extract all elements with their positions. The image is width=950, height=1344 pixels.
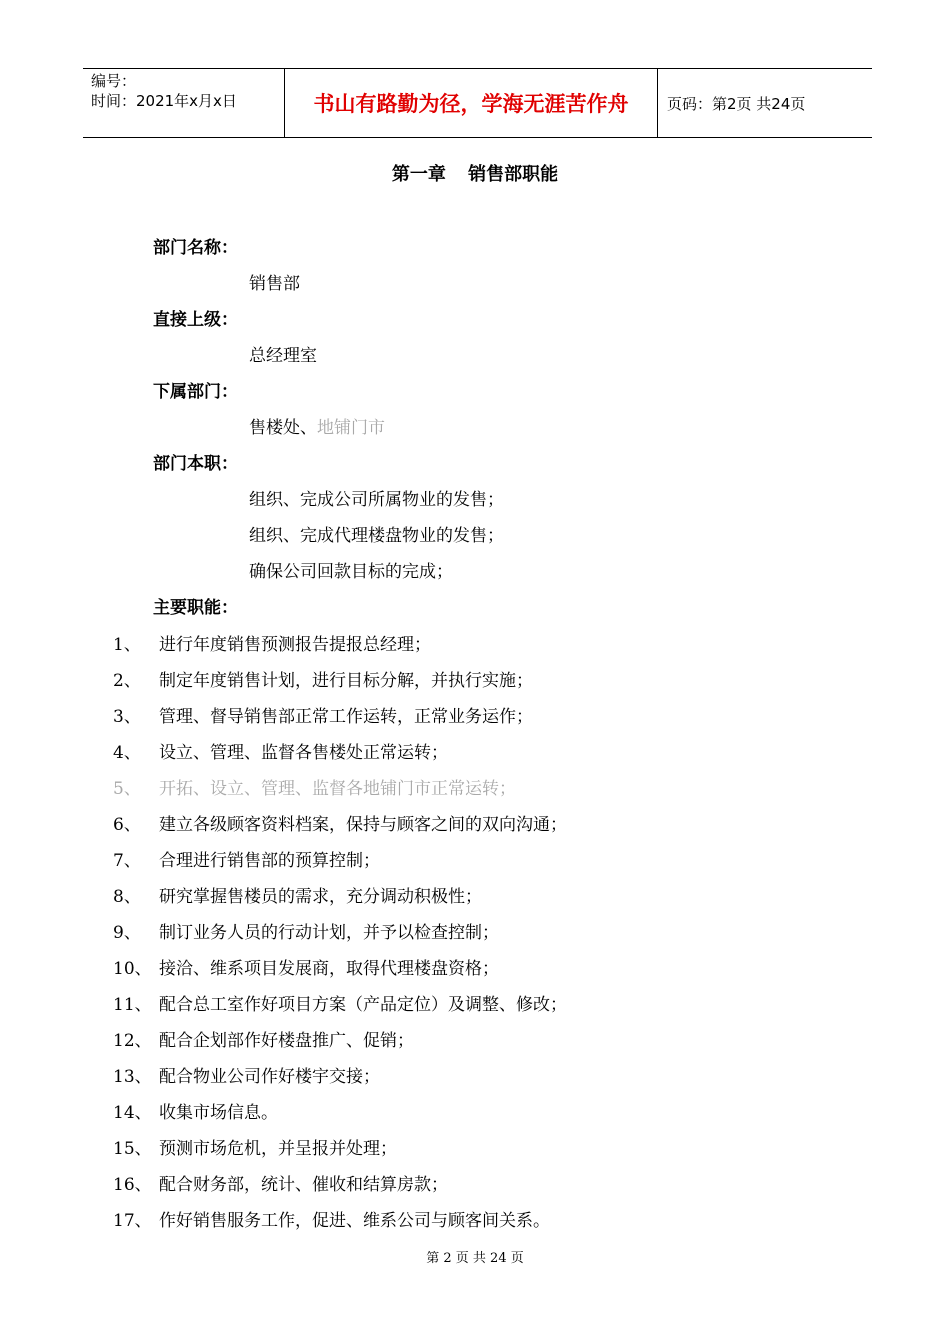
superior-value: 总经理室 [249,346,317,366]
function-number: 17、 [113,1210,152,1231]
function-number: 2、 [113,670,141,691]
dept-name-value: 销售部 [249,274,300,294]
function-number: 12、 [113,1030,152,1051]
function-number: 15、 [113,1138,152,1159]
function-item [113,876,813,912]
function-text: 收集市场信息。 [159,1102,278,1123]
duty-scope-item: 组织、完成公司所属物业的发售； [249,490,504,510]
function-number: 16、 [113,1174,152,1195]
function-text: 开拓、设立、管理、监督各地铺门市正常运转； [159,778,516,799]
duty-scope-item: 确保公司回款目标的完成； [249,562,453,582]
function-number: 3、 [113,706,141,727]
function-item [113,696,813,732]
page-header [83,68,872,138]
function-text: 配合物业公司作好楼宇交接； [159,1066,380,1087]
function-number: 5、 [113,778,141,799]
function-number: 6、 [113,814,141,835]
function-item [113,1092,813,1128]
dept-name-label: 部门名称： [153,238,238,258]
function-number: 13、 [113,1066,152,1087]
duty-scope-label: 部门本职： [153,454,238,474]
function-item [113,804,813,840]
function-text: 研究掌握售楼员的需求，充分调动积极性； [159,886,482,907]
function-item [113,1200,813,1236]
main-functions-list [113,624,813,1236]
function-text: 接洽、维系项目发展商，取得代理楼盘资格； [159,958,499,979]
function-number: 1、 [113,634,141,655]
header-page-info: 页码：第2页 共24页 [667,95,806,113]
header-meta [91,71,237,111]
function-text: 合理进行销售部的预算控制； [159,850,380,871]
subordinate-value [249,413,385,438]
function-text: 制订业务人员的行动计划，并予以检查控制； [159,922,499,943]
function-item [113,1056,813,1092]
function-number: 10、 [113,958,152,979]
function-item [113,624,813,660]
superior-label: 直接上级： [153,310,238,330]
subordinate-label: 下属部门： [153,382,238,402]
function-number: 14、 [113,1102,152,1123]
function-item [113,912,813,948]
function-text: 配合总工室作好项目方案（产品定位）及调整、修改； [159,994,567,1015]
function-item-faded [113,768,813,804]
function-number: 7、 [113,850,141,871]
function-item [113,1020,813,1056]
function-number: 9、 [113,922,141,943]
chapter-title: 第一章 销售部职能 [391,164,559,185]
function-item [113,840,813,876]
main-functions-label: 主要职能： [153,598,238,618]
function-text: 制定年度销售计划，进行目标分解，并执行实施； [159,670,533,691]
function-number: 11、 [113,994,152,1015]
function-number: 8、 [113,886,141,907]
function-item [113,1164,813,1200]
function-text: 建立各级顾客资料档案，保持与顾客之间的双向沟通； [159,814,567,835]
function-number: 4、 [113,742,141,763]
function-item [113,1128,813,1164]
subordinate-main: 售楼处、 [249,418,317,438]
function-item [113,660,813,696]
number-label: 编号： [91,72,137,90]
time-line: 时间：2021年x月x日 [91,92,237,110]
function-item [113,948,813,984]
function-text: 设立、管理、监督各售楼处正常运转； [159,742,448,763]
function-text: 配合财务部，统计、催收和结算房款； [159,1174,448,1195]
function-item [113,984,813,1020]
function-text: 管理、督导销售部正常工作运转，正常业务运作； [159,706,533,727]
function-text: 预测市场危机，并呈报并处理； [159,1138,397,1159]
function-item [113,732,813,768]
duty-scope-item: 组织、完成代理楼盘物业的发售； [249,526,504,546]
subordinate-faded: 地铺门市 [317,418,385,438]
function-text: 作好销售服务工作，促进、维系公司与顾客间关系。 [159,1210,550,1231]
page-footer: 第 2 页 共 24 页 [426,1251,524,1266]
function-text: 配合企划部作好楼盘推广、促销； [159,1030,414,1051]
header-motto: 书山有路勤为径，学海无涯苦作舟 [284,69,658,137]
function-text: 进行年度销售预测报告提报总经理； [159,634,431,655]
